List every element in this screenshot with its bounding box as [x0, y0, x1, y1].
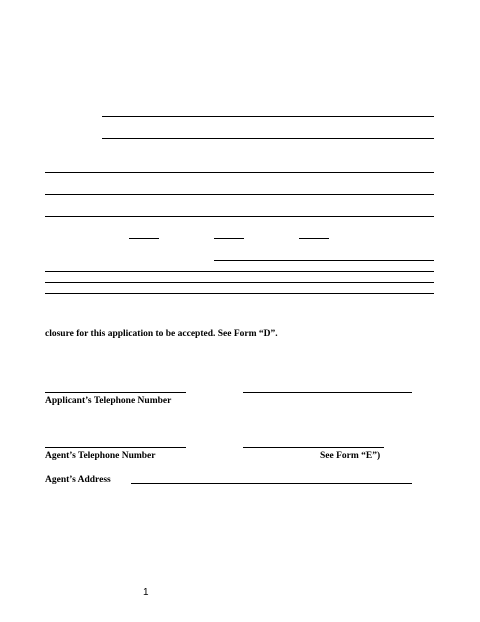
- closure-notice: closure for this application to be accepted. See Form “D”.: [45, 329, 278, 339]
- blank-line-5[interactable]: [45, 216, 434, 217]
- applicant-phone-field[interactable]: [45, 392, 186, 393]
- see-form-e-note: See Form “E”): [320, 451, 381, 461]
- blank-line-8[interactable]: [45, 282, 434, 283]
- agent-signature-field[interactable]: [243, 447, 384, 448]
- blank-line-9[interactable]: [45, 293, 434, 294]
- agent-phone-label: Agent’s Telephone Number: [45, 451, 156, 461]
- page-number: 1: [143, 587, 149, 598]
- blank-line-1[interactable]: [102, 116, 434, 117]
- blank-line-7[interactable]: [45, 271, 434, 272]
- blank-line-2[interactable]: [102, 138, 434, 139]
- short-blank-3[interactable]: [299, 238, 329, 239]
- blank-line-3[interactable]: [45, 172, 434, 173]
- agent-address-field[interactable]: [131, 483, 412, 484]
- short-blank-1[interactable]: [129, 238, 159, 239]
- blank-line-6[interactable]: [214, 260, 434, 261]
- applicant-phone-label: Applicant’s Telephone Number: [45, 396, 172, 406]
- blank-line-4[interactable]: [45, 194, 434, 195]
- agent-address-label: Agent’s Address: [45, 475, 111, 485]
- short-blank-2[interactable]: [214, 238, 244, 239]
- agent-phone-field[interactable]: [45, 447, 186, 448]
- applicant-signature-field[interactable]: [243, 392, 412, 393]
